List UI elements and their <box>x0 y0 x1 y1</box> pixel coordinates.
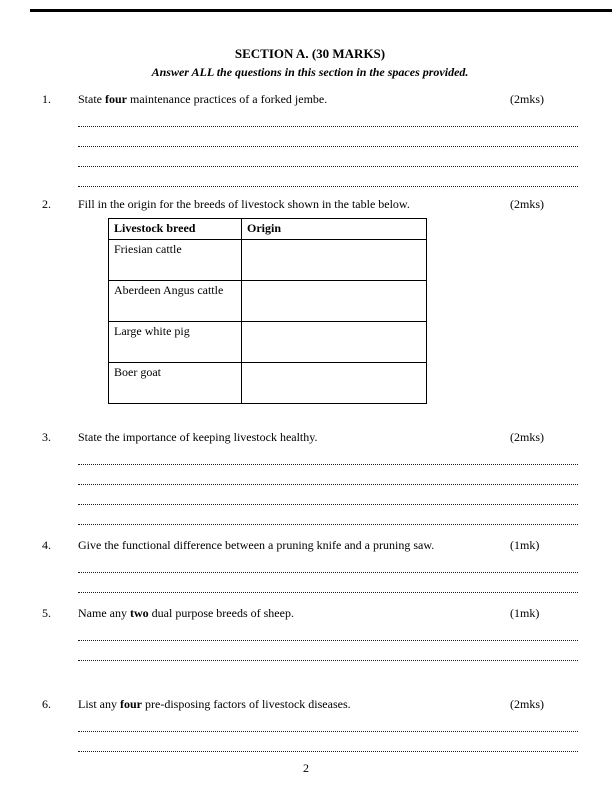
question-text-pre: Fill in the origin for the breeds of livestock shown in the table below. <box>78 197 410 211</box>
table-row <box>109 281 427 322</box>
question-5 <box>42 606 578 621</box>
section-instruction: Answer ALL the questions in this section in the spaces provided. <box>151 65 469 79</box>
question-1 <box>42 92 578 107</box>
top-rule <box>30 9 612 12</box>
answer-line <box>78 485 578 505</box>
question-text-pre: Name any <box>78 606 130 620</box>
breed-cell: Aberdeen Angus cattle <box>109 281 242 322</box>
table-header-origin: Origin <box>242 219 427 240</box>
question-text-bold: four <box>105 92 127 106</box>
answer-line <box>78 167 578 187</box>
answer-line <box>78 445 578 465</box>
question-number: 6. <box>42 697 51 711</box>
question-marks: (2mks) <box>510 430 544 444</box>
answer-lines-q5 <box>78 621 578 661</box>
question-text-pre: Give the functional difference between a pruning knife and a pruning saw. <box>78 538 435 552</box>
question-marks: (1mk) <box>510 538 540 552</box>
question-text <box>78 430 510 445</box>
question-text <box>78 697 510 712</box>
question-number: 3. <box>42 430 51 444</box>
question-number: 1. <box>42 92 51 106</box>
answer-line <box>78 505 578 525</box>
answer-line <box>78 641 578 661</box>
question-marks: (1mk) <box>510 606 540 620</box>
answer-lines-q3 <box>78 445 578 525</box>
answer-line <box>78 621 578 641</box>
question-text-pre: List any <box>78 697 120 711</box>
question-text <box>78 197 510 212</box>
question-3 <box>42 430 578 445</box>
breed-cell: Friesian cattle <box>109 240 242 281</box>
table-header-row <box>109 219 427 240</box>
question-text-post: dual purpose breeds of sheep. <box>148 606 294 620</box>
breed-cell: Boer goat <box>109 363 242 404</box>
answer-lines-q4 <box>78 553 578 593</box>
table-row <box>109 363 427 404</box>
section-title: SECTION A. (30 MARKS) <box>234 46 386 61</box>
page-number: 2 <box>303 761 309 775</box>
question-text <box>78 538 510 553</box>
question-text-bold: two <box>129 606 149 620</box>
answer-line <box>78 553 578 573</box>
question-text <box>78 92 510 107</box>
breed-cell: Large white pig <box>109 322 242 363</box>
question-text <box>78 606 510 621</box>
question-2 <box>42 197 578 212</box>
answer-lines-q1 <box>78 107 578 187</box>
question-marks: (2mks) <box>510 197 544 211</box>
question-text-bold: four <box>120 697 142 711</box>
answer-line <box>78 147 578 167</box>
question-text-pre: State the importance of keeping livestock healthy. <box>78 430 318 444</box>
answer-lines-q6 <box>78 712 578 752</box>
answer-line <box>78 465 578 485</box>
question-text-post: maintenance practices of a forked jembe. <box>127 92 328 106</box>
answer-line <box>78 127 578 147</box>
table-header-breed: Livestock breed <box>109 219 242 240</box>
origin-cell <box>242 240 427 281</box>
origin-cell <box>242 322 427 363</box>
question-marks: (2mks) <box>510 92 544 106</box>
question-text-post: pre-disposing factors of livestock diseases. <box>142 697 351 711</box>
origin-cell <box>242 281 427 322</box>
answer-line <box>78 107 578 127</box>
answer-line <box>78 573 578 593</box>
question-number: 5. <box>42 606 51 620</box>
question-4 <box>42 538 578 553</box>
question-number: 4. <box>42 538 51 552</box>
question-text-pre: State <box>78 92 105 106</box>
table-row <box>109 322 427 363</box>
answer-line <box>78 712 578 732</box>
origin-cell <box>242 363 427 404</box>
question-6 <box>42 697 578 712</box>
question-marks: (2mks) <box>510 697 544 711</box>
question-number: 2. <box>42 197 51 211</box>
table-row <box>109 240 427 281</box>
livestock-table <box>108 218 427 404</box>
answer-line <box>78 732 578 752</box>
